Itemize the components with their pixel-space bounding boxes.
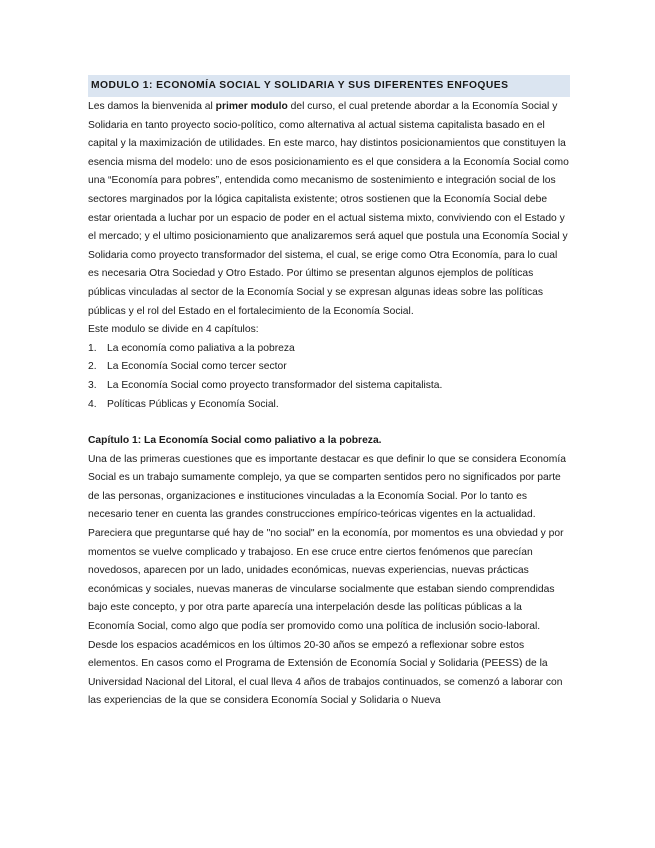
chapter-list-item bbox=[88, 340, 570, 359]
intro-text-rest: del curso, el cual pretende abordar a la Economía Social y Solidaria en tanto proyecto socio-político, como alternativa al actual sistema capitalista basado en el capital y la maximización de utilidades. En este marco, hay distintos posicionamientos que constituyen la esencia misma del modelo: uno de esos posicionamiento es el que considera a la Economía Social como una “Economía para pobres”, entendida como mecanismo de sostenimiento e integración social de los sectores marginados por la lógica capitalista existente; otros sostienen que la Economía Social debe estar orientada a luchar por un espacio de poder en el actual sistema mixto, conviviendo con el Estado y el mercado; y el ultimo posicionamiento que analizaremos será aquel que postula una Economía Social y Solidaria como proyecto transformador del sistema, el cual, se erige como Otra Economía, para lo cual es necesaria Otra Sociedad y Otro Estado. Por último se presentan algunos ejemplos de políticas públicas vinculadas al sector de la Economía Social y se expresan algunas ideas sobre las políticas públicas y el rol del Estado en el fortalecimiento de la Economía Social. bbox=[88, 101, 569, 317]
chapter-list-item bbox=[88, 396, 570, 415]
chapter-list-item bbox=[88, 377, 570, 396]
intro-text-start: Les damos la bienvenida al bbox=[88, 101, 216, 112]
chapter-number: 1. bbox=[88, 342, 97, 354]
chapter-label: La economía como paliativa a la pobreza bbox=[107, 342, 295, 354]
chapter-1-title: Capítulo 1: La Economía Social como paliativo a la pobreza. bbox=[88, 435, 382, 447]
chapter-label: Políticas Públicas y Economía Social. bbox=[107, 398, 279, 410]
document-page bbox=[88, 75, 570, 711]
chapter-label: La Economía Social como proyecto transformador del sistema capitalista. bbox=[107, 379, 443, 391]
chapter-number: 2. bbox=[88, 361, 97, 373]
chapter-1-paragraph-1: Una de las primeras cuestiones que es importante destacar es que definir lo que se considera Economía Social es un trabajo sumamente complejo, ya que se comparten sentidos pero no significados por parte de las personas, organizaciones e instituciones vinculadas a la Economía Social. Por lo tanto es necesario tener en cuenta las grandes construcciones empírico-teóricas vigentes en la actualidad. bbox=[88, 453, 566, 521]
intro-paragraph bbox=[88, 98, 570, 321]
chapter-1-paragraph-2: Pareciera que preguntarse qué hay de "no social" en la economía, por momentos es una obviedad y por momentos se vuelve complicado y trabajoso. En ese cruce entre ciertos fenómenos que parecían novedosos, aparecen por un lado, unidades económicas, nuevas experiencias, nuevas prácticas económicas y sociales, nuevas maneras de vincularse socialmente que estaban siendo comprendidas bajo este concepto, y por otra parte aparecía una interpelación desde las políticas públicas a la Economía Social, como algo que podía ser promovido como una política de inclusión socio-laboral. bbox=[88, 528, 564, 633]
chapter-list bbox=[88, 340, 570, 414]
chapter-label: La Economía Social como tercer sector bbox=[107, 361, 287, 373]
intro-bold-text: primer modulo bbox=[215, 101, 288, 112]
chapter-number: 3. bbox=[88, 379, 97, 391]
chapter-1-paragraph-3: Desde los espacios académicos en los últimos 20-30 años se empezó a reflexionar sobre estos elementos. En casos como el Programa de Extensión de Economía Social y Solidaria (PEESS) de la Universidad Nacional del Litoral, el cual lleva 4 años de trabajos continuados, se comenzó a laborar con las experiencias de la que se considera Economía Social y Solidaria o Nueva bbox=[88, 639, 563, 707]
section-spacer bbox=[88, 414, 570, 432]
chapter-number: 4. bbox=[88, 398, 97, 410]
module-title: MODULO 1: ECONOMÍA SOCIAL Y SOLIDARIA Y SUS DIFERENTES ENFOQUES bbox=[88, 75, 570, 97]
chapter-list-item bbox=[88, 358, 570, 377]
division-text: Este modulo se divide en 4 capítulos: bbox=[88, 324, 259, 336]
